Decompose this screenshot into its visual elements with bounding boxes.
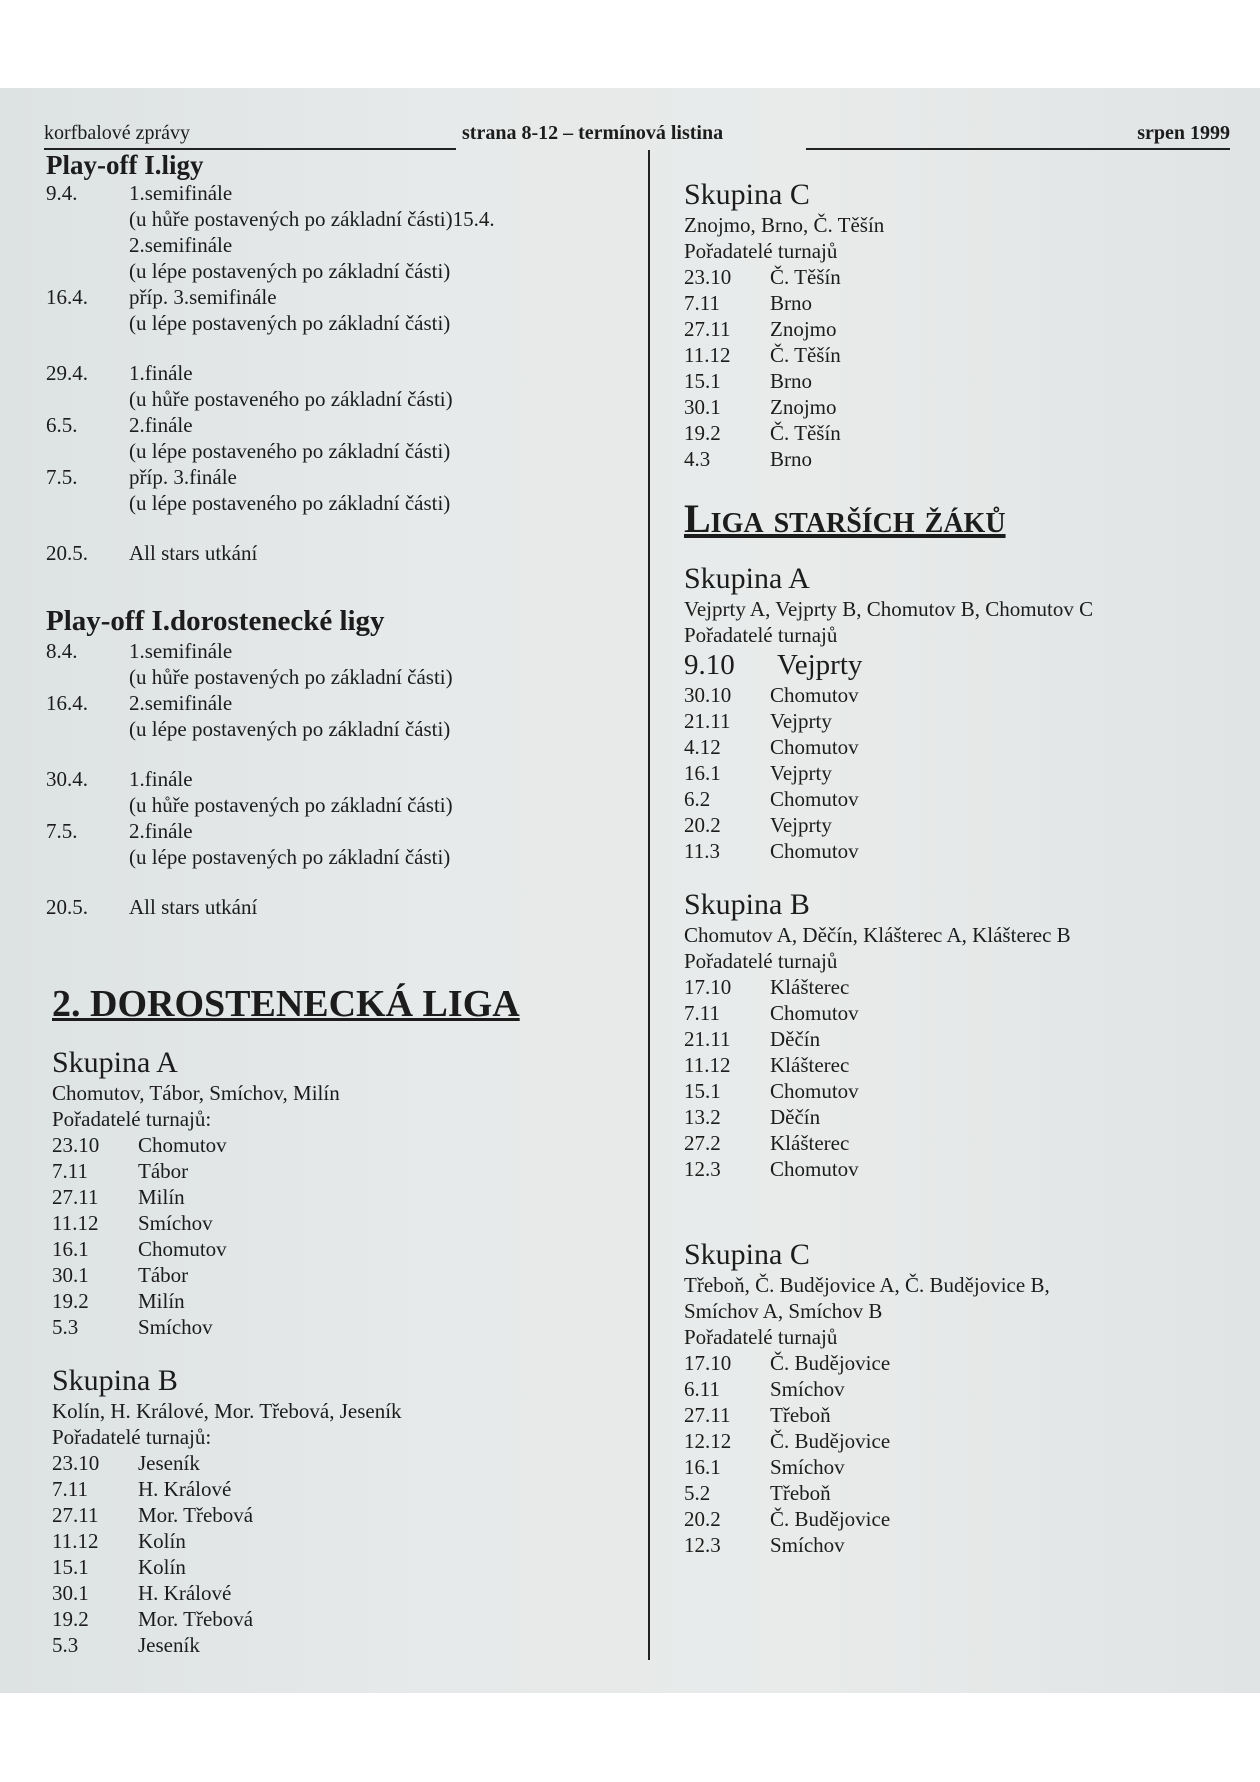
tournament-venue: Děčín	[770, 1105, 821, 1129]
tournament-date: 30.1	[52, 1263, 89, 1287]
tournament-row	[52, 1450, 642, 1476]
playoff-text: (u lépe postaveného po základní části)	[129, 439, 451, 463]
league2-groups	[52, 1046, 642, 1658]
tournament-row	[52, 1210, 642, 1236]
tournament-date: 4.3	[684, 447, 711, 471]
tournament-date: 13.2	[684, 1105, 721, 1129]
playoff-date	[46, 310, 129, 336]
playoff-row	[46, 284, 636, 310]
tournament-row	[684, 1480, 1224, 1506]
playoff-date: 9.4.	[46, 181, 78, 205]
playoff-row	[46, 490, 636, 516]
tournament-date: 11.12	[52, 1211, 99, 1235]
column-divider	[648, 150, 650, 1660]
tournament-date: 23.10	[684, 265, 732, 289]
spacer	[684, 1182, 1224, 1238]
playoff-text: (u hůře postavených po základní části)	[129, 793, 453, 817]
league2-section	[52, 982, 642, 1658]
tournament-date: 11.3	[684, 839, 720, 863]
tournament-date: 21.11	[684, 1027, 731, 1051]
organizers-label: Pořadatelé turnajů	[684, 949, 838, 973]
playoff-row	[46, 258, 636, 284]
playoff-row	[46, 766, 636, 792]
header-publication: korfbalové zprávy	[44, 122, 191, 144]
tournament-venue: Č. Budějovice	[770, 1507, 891, 1531]
tournament-venue: Vejprty	[777, 649, 863, 681]
tournament-row	[684, 974, 1224, 1000]
tournament-date: 11.12	[684, 1053, 731, 1077]
playoff-text: All stars utkání	[129, 895, 258, 919]
tournament-venue: Smíchov	[138, 1315, 213, 1339]
playoff-row	[46, 818, 636, 844]
group-teams: Chomutov A, Děčín, Klášterec A, Klášterec B	[684, 923, 1071, 947]
tournament-venue: Chomutov	[770, 839, 859, 863]
playoff2-schedule	[46, 638, 636, 920]
playoff-date	[46, 664, 129, 690]
tournament-venue: Smíchov	[770, 1533, 845, 1557]
tournament-date: 4.12	[684, 735, 721, 759]
playoff-date: 6.5.	[46, 413, 78, 437]
playoff-date	[46, 490, 129, 516]
playoff-row	[46, 540, 636, 566]
tournament-row	[684, 1052, 1224, 1078]
tournament-row	[684, 1026, 1224, 1052]
playoff-date	[46, 792, 129, 818]
playoff-date: 20.5.	[46, 541, 88, 565]
tournament-venue: Brno	[770, 447, 812, 471]
tournament-date: 5.2	[684, 1481, 711, 1505]
tournament-venue: Klášterec	[770, 1053, 850, 1077]
tournament-date: 17.10	[684, 975, 732, 999]
tournament-venue: Č. Budějovice	[770, 1351, 891, 1375]
playoff-text: (u hůře postaveného po základní části)	[129, 387, 453, 411]
playoff-text: 1.finále	[129, 361, 193, 385]
tournament-date: 12.3	[684, 1157, 721, 1181]
group-title: Skupina A	[52, 1046, 178, 1079]
playoff1-schedule	[46, 180, 636, 566]
playoff-date: 8.4.	[46, 639, 78, 663]
tournament-venue: Vejprty	[770, 709, 832, 733]
tournament-date: 27.11	[52, 1503, 99, 1527]
playoff-date	[46, 232, 129, 258]
playoff-text: (u lépe postaveného po základní části)	[129, 491, 451, 515]
tournament-venue: Třeboň	[770, 1403, 831, 1427]
tournament-venue: Mor. Třebová	[138, 1607, 254, 1631]
playoff-text: 2.finále	[129, 819, 193, 843]
tournament-venue: Č. Těšín	[770, 421, 841, 445]
tournament-row	[684, 1078, 1224, 1104]
group-block	[52, 1046, 642, 1340]
left-column-2	[46, 604, 636, 920]
tournament-date: 5.3	[52, 1315, 79, 1339]
tournament-venue: Chomutov	[770, 1079, 859, 1103]
tournament-date: 12.12	[684, 1429, 732, 1453]
tournament-date: 23.10	[52, 1451, 100, 1475]
tournament-row	[52, 1554, 642, 1580]
tournament-venue: H. Králové	[138, 1477, 232, 1501]
playoff-row	[46, 180, 636, 206]
tournament-row	[52, 1580, 642, 1606]
playoff-date: 7.5.	[46, 465, 78, 489]
tournament-venue: Znojmo	[770, 317, 837, 341]
spacer	[46, 742, 636, 766]
tournament-date: 20.2	[684, 813, 721, 837]
group-title: Skupina B	[52, 1364, 178, 1397]
tournament-venue: Chomutov	[138, 1237, 227, 1261]
tournament-venue: Č. Těšín	[770, 265, 841, 289]
group-teams: Kolín, H. Králové, Mor. Třebová, Jeseník	[52, 1399, 402, 1423]
tournament-venue: Vejprty	[770, 813, 832, 837]
playoff-date: 7.5.	[46, 819, 78, 843]
tournament-row	[684, 368, 1224, 394]
playoff-date	[46, 258, 129, 284]
tournament-venue: Chomutov	[770, 735, 859, 759]
tournament-date: 7.11	[684, 291, 720, 315]
tournament-venue: Smíchov	[138, 1211, 213, 1235]
playoff-text: 1.finále	[129, 767, 193, 791]
playoff-date	[46, 386, 129, 412]
tournament-date: 12.3	[684, 1533, 721, 1557]
tournament-date: 27.11	[684, 317, 731, 341]
tournament-date: 21.11	[684, 709, 731, 733]
playoff-date: 29.4.	[46, 361, 88, 385]
group-block	[684, 888, 1224, 1182]
tournament-row	[684, 1156, 1224, 1182]
tournament-row	[684, 446, 1224, 472]
tournament-row	[684, 1454, 1224, 1480]
group-title: Skupina C	[684, 178, 810, 211]
playoff-text: 1.semifinále	[129, 181, 233, 205]
tournament-venue: Č. Budějovice	[770, 1429, 891, 1453]
playoff-row	[46, 894, 636, 920]
group-block	[52, 1364, 642, 1658]
playoff-text: (u hůře postavených po základní části)15.4.	[129, 207, 495, 231]
tournament-date: 7.11	[684, 1001, 720, 1025]
playoff-date	[46, 844, 129, 870]
playoff-row	[46, 792, 636, 818]
playoff-row	[46, 232, 636, 258]
league-older-title: Liga starších žáků	[684, 496, 1006, 541]
tournament-venue: Smíchov	[770, 1455, 845, 1479]
playoff-date	[46, 438, 129, 464]
organizers-label: Pořadatelé turnajů	[684, 239, 838, 263]
playoff-date: 20.5.	[46, 895, 88, 919]
group-title: Skupina C	[684, 1238, 810, 1271]
tournament-date: 15.1	[52, 1555, 89, 1579]
tournament-row	[52, 1262, 642, 1288]
tournament-venue: Tábor	[138, 1159, 189, 1183]
playoff-date	[46, 206, 129, 232]
tournament-venue: Jeseník	[138, 1451, 200, 1475]
tournament-venue: Děčín	[770, 1027, 821, 1051]
playoff-text: All stars utkání	[129, 541, 258, 565]
tournament-venue: Smíchov	[770, 1377, 845, 1401]
tournament-row	[684, 1000, 1224, 1026]
right-column	[684, 178, 1224, 1558]
tournament-venue: Chomutov	[770, 1001, 859, 1025]
spacer	[46, 870, 636, 894]
tournament-date: 27.11	[684, 1403, 731, 1427]
playoff-row	[46, 664, 636, 690]
tournament-row	[684, 1402, 1224, 1428]
tournament-venue: Znojmo	[770, 395, 837, 419]
playoff-row	[46, 844, 636, 870]
tournament-row	[684, 1350, 1224, 1376]
group-teams: Třeboň, Č. Budějovice A, Č. Budějovice B,	[684, 1273, 1050, 1297]
tournament-date: 27.2	[684, 1131, 721, 1155]
tournament-date: 16.1	[52, 1237, 89, 1261]
spacer	[52, 1340, 642, 1364]
tournament-venue: Brno	[770, 369, 812, 393]
tournament-date: 19.2	[52, 1607, 89, 1631]
tournament-date: 7.11	[52, 1477, 88, 1501]
playoff-row	[46, 412, 636, 438]
group-title: Skupina A	[684, 562, 810, 595]
tournament-date: 23.10	[52, 1133, 100, 1157]
tournament-row	[684, 1130, 1224, 1156]
tournament-row	[684, 264, 1224, 290]
group-teams: Znojmo, Brno, Č. Těšín	[684, 213, 885, 237]
tournament-date: 17.10	[684, 1351, 732, 1375]
tournament-row	[684, 290, 1224, 316]
group-block	[684, 562, 1224, 864]
tournament-row	[52, 1502, 642, 1528]
tournament-venue: Vejprty	[770, 761, 832, 785]
tournament-venue: Kolín	[138, 1529, 186, 1553]
tournament-date: 11.12	[52, 1529, 99, 1553]
playoff-text: 2.semifinále	[129, 691, 233, 715]
tournament-date: 30.10	[684, 683, 732, 707]
tournament-row	[684, 1506, 1224, 1532]
organizers-label: Pořadatelé turnajů	[684, 1325, 838, 1349]
tournament-venue: Brno	[770, 291, 812, 315]
tournament-row	[52, 1184, 642, 1210]
playoff-text: 1.semifinále	[129, 639, 233, 663]
spacer	[684, 864, 1224, 888]
tournament-row	[684, 1428, 1224, 1454]
tournament-date: 16.1	[684, 1455, 721, 1479]
tournament-row	[684, 394, 1224, 420]
playoff-row	[46, 464, 636, 490]
playoff-row	[46, 360, 636, 386]
tournament-date: 6.2	[684, 787, 711, 811]
tournament-row	[684, 708, 1224, 734]
tournament-venue: Tábor	[138, 1263, 189, 1287]
league2-title: 2. DOROSTENECKÁ LIGA	[52, 983, 520, 1025]
league-older-groups	[684, 562, 1224, 1558]
spacer	[46, 336, 636, 360]
tournament-row	[52, 1476, 642, 1502]
tournament-venue: Chomutov	[770, 1157, 859, 1181]
playoff-text: (u hůře postavených po základní části)	[129, 665, 453, 689]
tournament-venue: Jeseník	[138, 1633, 200, 1657]
playoff-date: 16.4.	[46, 691, 88, 715]
group-title: Skupina B	[684, 888, 810, 921]
header-page-info: strana 8-12 – termínová listina	[462, 122, 724, 144]
playoff-date: 30.4.	[46, 767, 88, 791]
playoff-date	[46, 716, 129, 742]
tournament-venue: Třeboň	[770, 1481, 831, 1505]
group-c-top	[684, 178, 1224, 472]
tournament-row	[684, 316, 1224, 342]
playoff-text: příp. 3.semifinále	[129, 285, 277, 309]
tournament-venue: Chomutov	[138, 1133, 227, 1157]
tournament-row	[684, 420, 1224, 446]
tournament-date: 20.2	[684, 1507, 721, 1531]
playoff-row	[46, 386, 636, 412]
playoff-text: (u lépe postavených po základní části)	[129, 311, 451, 335]
tournament-date: 16.1	[684, 761, 721, 785]
tournament-row	[52, 1132, 642, 1158]
group-block	[684, 178, 1224, 472]
left-column	[46, 150, 636, 566]
tournament-venue: Chomutov	[770, 683, 859, 707]
tournament-row	[684, 342, 1224, 368]
playoff-row	[46, 310, 636, 336]
playoff-text: (u lépe postavených po základní části)	[129, 845, 451, 869]
tournament-row	[684, 1104, 1224, 1130]
tournament-venue: Chomutov	[770, 787, 859, 811]
tournament-venue: Milín	[138, 1289, 185, 1313]
tournament-row	[52, 1236, 642, 1262]
tournament-venue: Klášterec	[770, 1131, 850, 1155]
organizers-label: Pořadatelé turnajů:	[52, 1425, 212, 1449]
playoff1-title: Play-off I.ligy	[46, 150, 204, 180]
tournament-row	[52, 1158, 642, 1184]
tournament-date: 27.11	[52, 1185, 99, 1209]
tournament-row	[684, 648, 1224, 682]
tournament-row	[684, 812, 1224, 838]
tournament-date: 11.12	[684, 343, 731, 367]
tournament-date: 5.3	[52, 1633, 79, 1657]
playoff-text: (u lépe postavených po základní části)	[129, 717, 451, 741]
page-header	[44, 122, 1230, 148]
tournament-row	[684, 734, 1224, 760]
organizers-label: Pořadatelé turnajů:	[52, 1107, 212, 1131]
tournament-venue: Mor. Třebová	[138, 1503, 254, 1527]
tournament-venue: H. Králové	[138, 1581, 232, 1605]
playoff-row	[46, 438, 636, 464]
group-block	[684, 1238, 1224, 1558]
tournament-row	[52, 1288, 642, 1314]
playoff-row	[46, 638, 636, 664]
tournament-row	[52, 1528, 642, 1554]
organizers-label: Pořadatelé turnajů	[684, 623, 838, 647]
spacer	[46, 516, 636, 540]
tournament-row	[684, 838, 1224, 864]
group-teams: Chomutov, Tábor, Smíchov, Milín	[52, 1081, 340, 1105]
tournament-row	[684, 1376, 1224, 1402]
tournament-row	[684, 1532, 1224, 1558]
tournament-venue: Č. Těšín	[770, 343, 841, 367]
tournament-date: 9.10	[684, 649, 735, 681]
group-teams: Vejprty A, Vejprty B, Chomutov B, Chomutov C	[684, 597, 1094, 621]
playoff-text: (u lépe postavených po základní části)	[129, 259, 451, 283]
playoff-row	[46, 206, 636, 232]
tournament-row	[52, 1632, 642, 1658]
playoff-text: 2.finále	[129, 413, 193, 437]
tournament-date: 30.1	[684, 395, 721, 419]
tournament-date: 30.1	[52, 1581, 89, 1605]
tournament-venue: Milín	[138, 1185, 185, 1209]
tournament-row	[684, 682, 1224, 708]
playoff-text: příp. 3.finále	[129, 465, 237, 489]
group-teams-continued: Smíchov A, Smíchov B	[684, 1299, 883, 1323]
header-rule-right	[806, 148, 1230, 150]
tournament-date: 7.11	[52, 1159, 88, 1183]
playoff-date: 16.4.	[46, 285, 88, 309]
tournament-venue: Kolín	[138, 1555, 186, 1579]
tournament-row	[52, 1606, 642, 1632]
tournament-date: 19.2	[684, 421, 721, 445]
tournament-date: 6.11	[684, 1377, 720, 1401]
playoff-text: 2.semifinále	[129, 233, 233, 257]
tournament-venue: Klášterec	[770, 975, 850, 999]
tournament-date: 15.1	[684, 1079, 721, 1103]
tournament-row	[684, 786, 1224, 812]
playoff-row	[46, 690, 636, 716]
header-date: srpen 1999	[1137, 122, 1230, 144]
playoff-row	[46, 716, 636, 742]
playoff2-title: Play-off I.dorostenecké ligy	[46, 605, 385, 637]
tournament-row	[52, 1314, 642, 1340]
tournament-row	[684, 760, 1224, 786]
tournament-date: 19.2	[52, 1289, 89, 1313]
tournament-date: 15.1	[684, 369, 721, 393]
